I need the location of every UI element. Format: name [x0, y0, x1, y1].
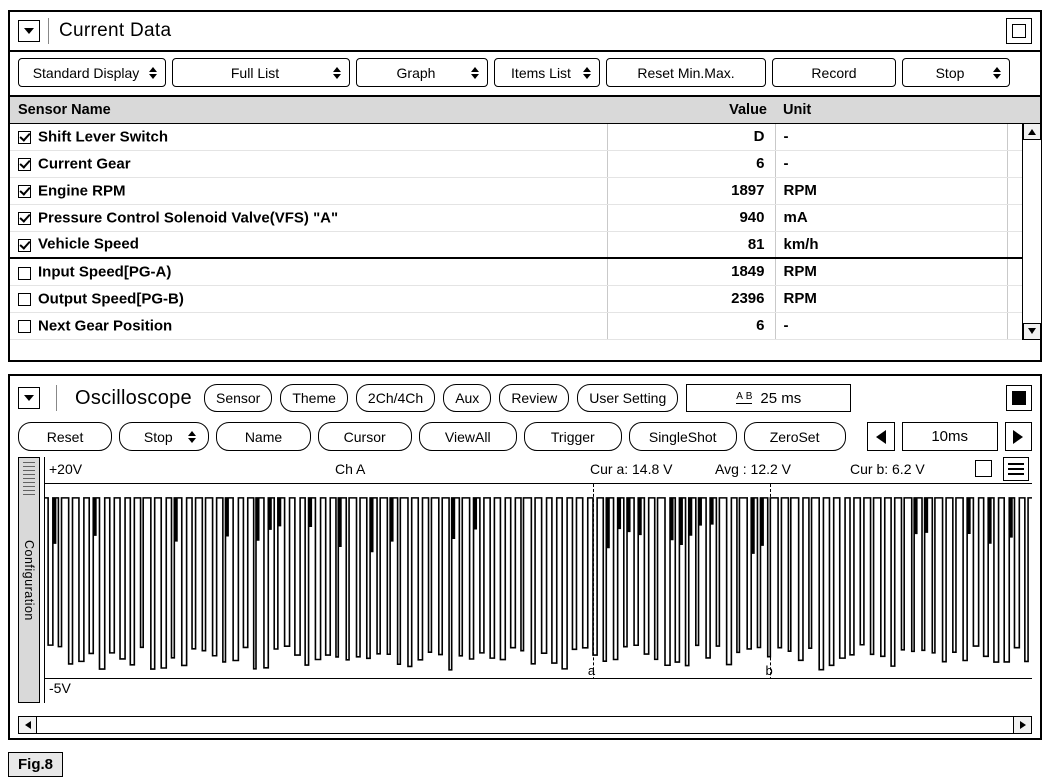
row-checkbox-icon[interactable] — [18, 320, 31, 333]
current-data-title-bar — [10, 12, 1040, 52]
ab-measure-icon: A B — [736, 391, 753, 402]
osc-stop-button[interactable]: Stop — [119, 422, 209, 451]
review-button[interactable]: Review — [499, 384, 569, 412]
cursor-button[interactable]: Cursor — [318, 422, 412, 451]
oscilloscope-toolbar — [10, 420, 1040, 457]
row-checkbox-icon[interactable] — [18, 131, 31, 144]
graph-button[interactable]: Graph — [356, 58, 488, 87]
view-all-button[interactable]: ViewAll — [419, 422, 517, 451]
table-row[interactable] — [10, 177, 1040, 204]
graph-horizontal-scrollbar[interactable] — [18, 716, 1032, 734]
waveform-svg — [45, 484, 1032, 678]
sensor-unit-cell: RPM — [775, 258, 1007, 285]
scroll-left-arrow-icon[interactable] — [19, 717, 37, 733]
oscilloscope-title-bar — [10, 376, 1040, 420]
sensor-table-wrapper — [10, 95, 1040, 340]
table-row[interactable] — [10, 204, 1040, 231]
column-header-value[interactable]: Value — [607, 97, 775, 123]
plot-footer — [45, 663, 1032, 701]
maximize-window-icon[interactable] — [1006, 385, 1032, 411]
cursor-a-line[interactable] — [593, 484, 594, 679]
current-data-toolbar — [10, 52, 1040, 95]
sensor-value-cell: D — [607, 123, 775, 150]
reset-min-max-button[interactable]: Reset Min.Max. — [606, 58, 766, 87]
user-setting-button[interactable]: User Setting — [577, 384, 678, 412]
stop-button[interactable]: Stop — [902, 58, 1010, 87]
title-divider — [56, 385, 57, 411]
bottom-voltage-label: -5V — [49, 680, 71, 696]
cursor-b-line[interactable] — [770, 484, 771, 679]
theme-button[interactable]: Theme — [280, 384, 348, 412]
sensor-button[interactable]: Sensor — [204, 384, 272, 412]
step-right-icon[interactable] — [1005, 422, 1032, 451]
reset-button[interactable]: Reset — [18, 422, 112, 451]
average-readout: Avg : 12.2 V — [715, 461, 792, 477]
sensor-value-cell: 940 — [607, 204, 775, 231]
sensor-unit-cell: RPM — [775, 177, 1007, 204]
sensor-name-cell[interactable]: Vehicle Speed — [10, 231, 607, 258]
cursor-b-marker: b — [765, 663, 773, 678]
items-list-button[interactable]: Items List — [494, 58, 600, 87]
sensor-name-cell[interactable]: Next Gear Position — [10, 312, 607, 339]
row-checkbox-icon[interactable] — [18, 158, 31, 171]
record-button[interactable]: Record — [772, 58, 896, 87]
sensor-unit-cell: RPM — [775, 285, 1007, 312]
sensor-name-cell[interactable]: Input Speed[PG-A) — [10, 258, 607, 285]
triangle-down-icon[interactable] — [18, 387, 40, 409]
configuration-rail[interactable] — [18, 457, 40, 703]
time-window-value: 25 ms — [760, 389, 802, 407]
plot-header — [45, 457, 1032, 483]
aux-button[interactable]: Aux — [443, 384, 491, 412]
sensor-value-cell: 1897 — [607, 177, 775, 204]
sensor-value-cell: 2396 — [607, 285, 775, 312]
figure-caption: Fig.8 — [8, 752, 63, 777]
table-row[interactable] — [10, 285, 1040, 312]
waveform-plot[interactable] — [45, 483, 1032, 679]
row-checkbox-icon[interactable] — [18, 267, 31, 280]
scroll-right-arrow-icon[interactable] — [1013, 717, 1031, 733]
sensor-value-cell: 81 — [607, 231, 775, 258]
scroll-down-arrow-icon[interactable] — [1023, 323, 1041, 340]
table-row[interactable] — [10, 123, 1040, 150]
trigger-button[interactable]: Trigger — [524, 422, 622, 451]
table-row[interactable] — [10, 258, 1040, 285]
spinner-icon[interactable] — [149, 67, 157, 79]
spinner-icon[interactable] — [333, 67, 341, 79]
sensor-unit-cell: - — [775, 123, 1007, 150]
title-divider — [48, 18, 49, 44]
oscilloscope-graph-area — [18, 457, 1032, 703]
scrollbar-track[interactable] — [1023, 140, 1041, 323]
sensor-name-cell[interactable]: Shift Lever Switch — [10, 123, 607, 150]
spinner-icon[interactable] — [583, 67, 591, 79]
drag-grip-icon[interactable] — [23, 462, 35, 498]
oscilloscope-panel — [8, 374, 1042, 740]
sensor-unit-cell: km/h — [775, 231, 1007, 258]
column-header-spacer — [1007, 97, 1040, 123]
oscilloscope-title: Oscilloscope — [75, 386, 192, 409]
sensor-unit-cell: mA — [775, 204, 1007, 231]
spinner-icon[interactable] — [471, 67, 479, 79]
step-left-icon[interactable] — [867, 422, 894, 451]
top-voltage-label: +20V — [49, 461, 83, 477]
sensor-name-cell[interactable]: Pressure Control Solenoid Valve(VFS) "A" — [10, 204, 607, 231]
channel-label: Ch A — [335, 461, 366, 477]
column-header-sensor-name[interactable]: Sensor Name — [10, 97, 607, 123]
sensor-name-cell[interactable]: Engine RPM — [10, 177, 607, 204]
row-checkbox-icon[interactable] — [18, 185, 31, 198]
standard-display-button[interactable]: Standard Display — [18, 58, 166, 87]
current-data-panel — [8, 10, 1042, 362]
restore-window-icon[interactable] — [1006, 18, 1032, 44]
sensor-unit-cell: - — [775, 150, 1007, 177]
hamburger-menu-icon[interactable] — [1003, 457, 1029, 481]
channel-visibility-checkbox[interactable] — [975, 460, 992, 477]
time-scale-display[interactable]: 10ms — [902, 422, 998, 451]
sensor-table — [10, 97, 1040, 340]
table-row[interactable] — [10, 312, 1040, 339]
single-shot-button[interactable]: SingleShot — [629, 422, 737, 451]
configuration-label: Configuration — [22, 539, 36, 621]
cursor-a-marker: a — [587, 663, 596, 678]
column-header-unit[interactable]: Unit — [775, 97, 1007, 123]
table-row[interactable] — [10, 150, 1040, 177]
row-checkbox-icon[interactable] — [18, 239, 31, 252]
plot-outer — [44, 457, 1032, 703]
sensor-value-cell: 6 — [607, 312, 775, 339]
cursor-a-readout: Cur a: 14.8 V — [590, 461, 673, 477]
time-window-display[interactable] — [686, 384, 851, 412]
table-vertical-scrollbar[interactable] — [1022, 123, 1040, 340]
row-checkbox-icon[interactable] — [18, 293, 31, 306]
sensor-unit-cell: - — [775, 312, 1007, 339]
cursor-b-readout: Cur b: 6.2 V — [850, 461, 925, 477]
table-row[interactable] — [10, 231, 1040, 258]
scroll-up-arrow-icon[interactable] — [1023, 123, 1041, 140]
sensor-name-cell[interactable]: Output Speed[PG-B) — [10, 285, 607, 312]
triangle-down-icon[interactable] — [18, 20, 40, 42]
sensor-value-cell: 6 — [607, 150, 775, 177]
zero-set-button[interactable]: ZeroSet — [744, 422, 846, 451]
spinner-icon[interactable] — [993, 67, 1001, 79]
table-header-row — [10, 97, 1040, 123]
sensor-value-cell: 1849 — [607, 258, 775, 285]
sensor-name-cell[interactable]: Current Gear — [10, 150, 607, 177]
full-list-button[interactable]: Full List — [172, 58, 350, 87]
spinner-icon[interactable] — [188, 431, 196, 443]
channel-mode-button[interactable]: 2Ch/4Ch — [356, 384, 435, 412]
row-checkbox-icon[interactable] — [18, 212, 31, 225]
page-title: Current Data — [59, 20, 172, 41]
name-button[interactable]: Name — [216, 422, 310, 451]
